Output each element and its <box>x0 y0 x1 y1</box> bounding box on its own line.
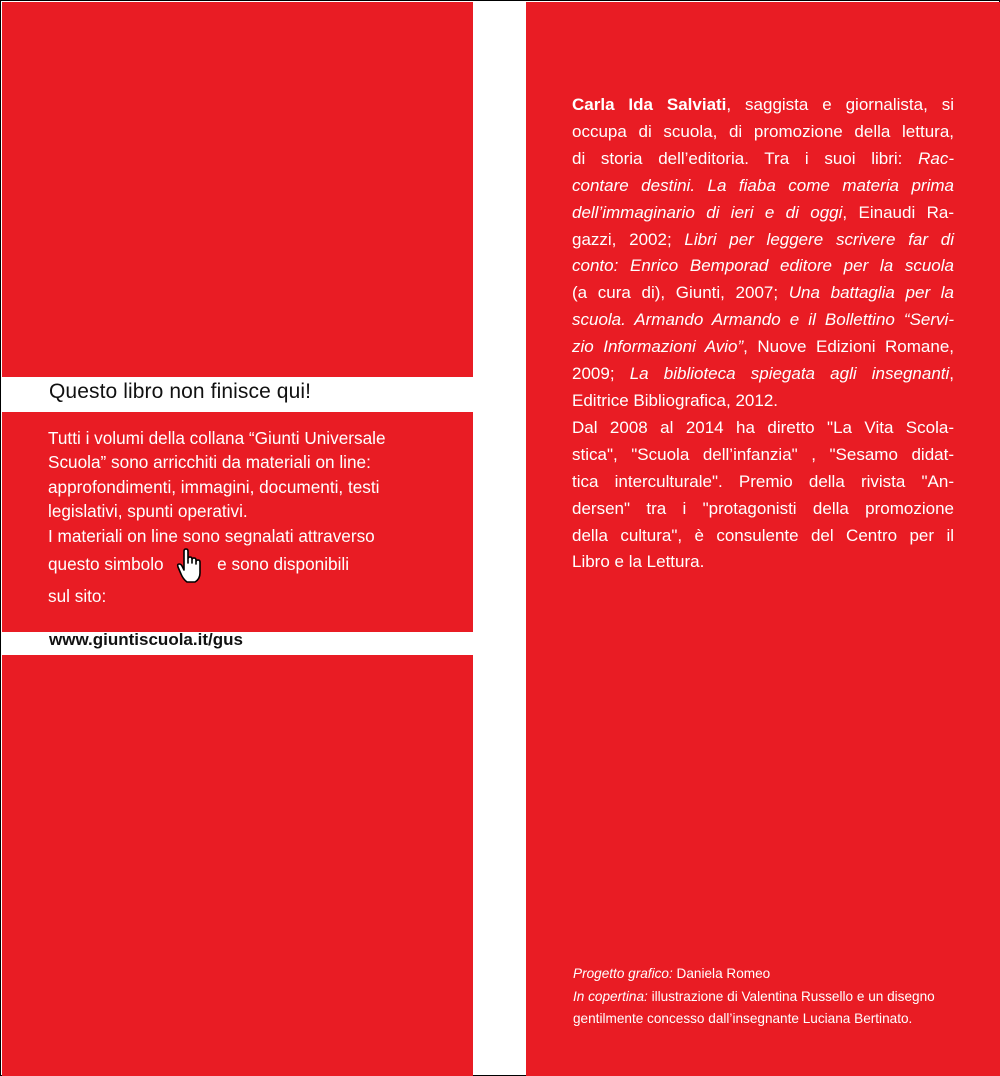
site-url-link[interactable]: www.giuntiscuola.it/gus <box>49 630 243 649</box>
bio-line: Libro e la Lettura. <box>572 552 705 572</box>
cover-credit: In copertina: illustrazione di Valentina Russello e un disegno <box>573 988 935 1004</box>
author-name: Carla Ida Salviati <box>572 95 727 114</box>
series-line: Scuola” sono arricchiti da materiali on line: <box>48 452 371 473</box>
bio-line: tica interculturale". Premio della rivista "An- <box>572 471 954 491</box>
author-bio <box>572 92 954 576</box>
symbol-line <box>48 548 458 584</box>
series-description <box>48 426 458 608</box>
bio-line: della cultura", è consulente del Centro per il <box>572 525 954 545</box>
bio-line: dell’immaginario di ieri e di oggi, Einaudi Ra- <box>572 202 954 222</box>
bio-line: dersen" tra i "protagonisti della promozione <box>572 498 954 518</box>
bio-line: scuola. Armando Armando e il Bollettino “Servi- <box>572 310 954 330</box>
series-line: I materiali on line sono segnalati attraverso <box>48 525 375 546</box>
bio-line: gazzi, 2002; Libri per leggere scrivere far di <box>572 229 954 249</box>
left-bottom-red-panel <box>2 655 473 1076</box>
bio-line: occupa di scuola, di promozione della lettura, <box>572 121 954 141</box>
site-label: sul sito: <box>48 586 107 607</box>
design-credit: Progetto grafico: Daniela Romeo <box>573 966 771 981</box>
pointing-hand-cursor-icon <box>176 548 206 584</box>
left-top-red-panel <box>2 2 473 377</box>
bio-line: Carla Ida Salviati, saggista e giornalista, si <box>572 95 954 114</box>
banner-title: Questo libro non finisce qui! <box>49 380 312 403</box>
series-line: legislativi, spunti operativi. <box>48 501 248 522</box>
symbol-line-after: e sono disponibili <box>217 554 350 575</box>
bio-line: 2009; La biblioteca spiegata agli insegnanti, <box>572 364 955 384</box>
bio-line: Editrice Bibliografica, 2012. <box>572 390 779 410</box>
series-line: approfondimenti, immagini, documenti, testi <box>48 476 380 497</box>
bio-line: zio Informazioni Avio”, Nuove Edizioni Romane, <box>572 337 954 357</box>
bio-line: conto: Enrico Bemporad editore per la scuola <box>572 256 954 276</box>
series-line: Tutti i volumi della collana “Giunti Universale <box>48 428 386 448</box>
bio-line: di storia dell’editoria. Tra i suoi libri: Rac- <box>572 148 954 168</box>
symbol-line-before: questo simbolo <box>48 554 164 575</box>
bio-line: contare destini. La fiaba come materia prima <box>572 175 954 195</box>
bio-line: Dal 2008 al 2014 ha diretto "La Vita Scola- <box>572 417 954 437</box>
bio-line: (a cura di), Giunti, 2007; Una battaglia per la <box>572 283 954 303</box>
credits <box>573 963 973 1031</box>
bio-line: stica", "Scuola dell’infanzia" , "Sesamo didat- <box>572 444 954 464</box>
cover-credit-continued: gentilmente concesso dall’insegnante Luciana Bertinato. <box>573 1011 913 1027</box>
